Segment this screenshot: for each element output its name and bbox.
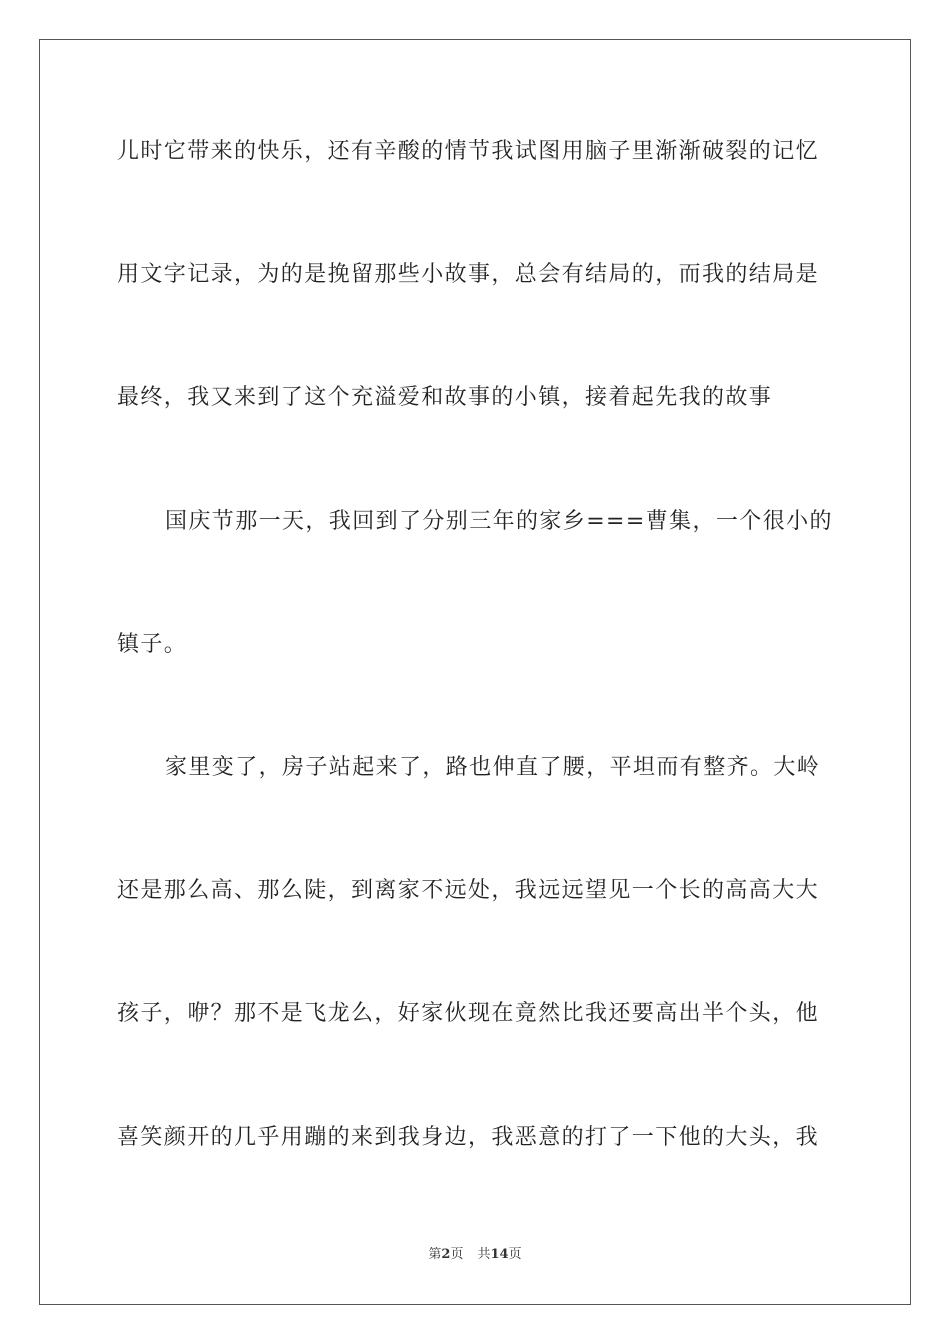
text-line-7: 还是那么高、那么陡，到离家不远处，我远远望见一个长的高高大大 bbox=[117, 878, 820, 903]
total-suffix: 页 bbox=[508, 1247, 522, 1262]
total-prefix: 共 bbox=[477, 1247, 491, 1262]
page-number: 2 bbox=[441, 1247, 451, 1262]
page-prefix: 第 bbox=[428, 1247, 442, 1262]
text-line-4: 国庆节那一天，我回到了分别三年的家乡===曹集，一个很小的 bbox=[165, 509, 833, 534]
text-line-8: 孩子，咿？那不是飞龙么，好家伙现在竟然比我还要高出半个头，他 bbox=[117, 1001, 820, 1026]
page-footer bbox=[0, 1246, 950, 1264]
text-line-3: 最终，我又来到了这个充溢爱和故事的小镇，接着起先我的故事 bbox=[117, 385, 773, 410]
text-line-6: 家里变了，房子站起来了，路也伸直了腰，平坦而有整齐。大岭 bbox=[165, 755, 821, 780]
text-line-1: 儿时它带来的快乐，还有辛酸的情节我试图用脑子里渐渐破裂的记忆 bbox=[117, 139, 820, 164]
total-pages: 14 bbox=[490, 1247, 509, 1262]
text-line-5: 镇子。 bbox=[117, 632, 188, 657]
page-suffix: 页 bbox=[450, 1247, 464, 1262]
text-line-2: 用文字记录，为的是挽留那些小故事，总会有结局的，而我的结局是 bbox=[117, 262, 820, 287]
page-border bbox=[39, 39, 911, 1305]
text-line-9: 喜笑颜开的几乎用蹦的来到我身边，我恶意的打了一下他的大头，我 bbox=[117, 1125, 820, 1150]
